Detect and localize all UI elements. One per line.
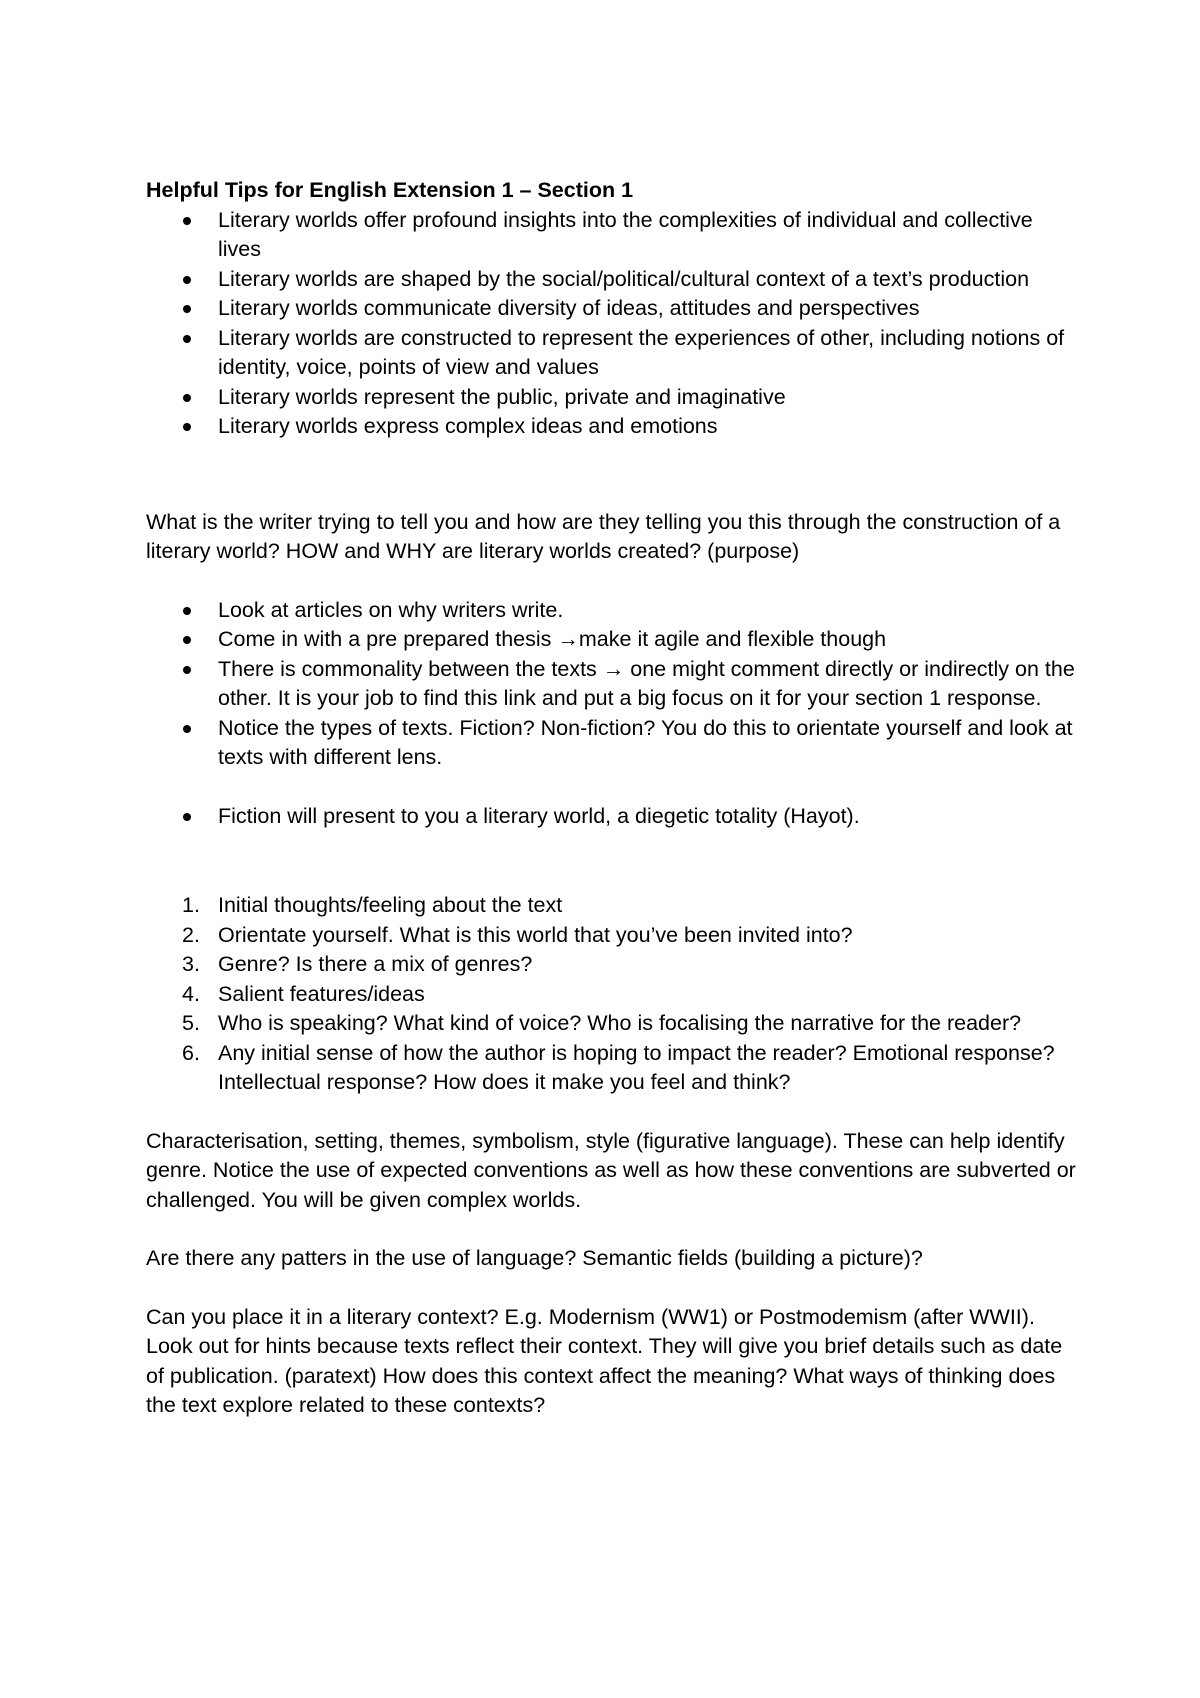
list-item: Come in with a pre prepared thesis →make it agile and flexible though — [218, 627, 887, 651]
list-item: Literary worlds communicate diversity of ideas, attitudes and perspectives — [218, 296, 920, 320]
list-item: Literary worlds are constructed to represent the experiences of other, including notions of identity, voice, points of view and values — [218, 325, 1065, 379]
list-item: 4. Salient features/ideas — [146, 980, 1076, 1010]
list-item: Fiction will present to you a literary world, a diegetic totality (Hayot). — [218, 803, 860, 828]
list-item: Look at articles on why writers write. — [218, 597, 564, 622]
literary-worlds-list — [146, 206, 1076, 442]
list-item: Literary worlds represent the public, private and imaginative — [218, 384, 786, 409]
list-item: Literary worlds are shaped by the social/political/cultural context of a text’s production — [218, 266, 1030, 291]
list-item: There is commonality between the texts → one might comment directly or indirectly on the other. It is your job to find this link and put a big focus on it for your section 1 response. — [218, 656, 1075, 710]
list-item: Notice the types of texts. Fiction? Non-fiction? You do this to orientate yourself and look at texts with different lens. — [218, 715, 1073, 769]
list-number: 1. — [182, 893, 200, 917]
analysis-steps-list — [146, 891, 1076, 1098]
list-number: 3. — [182, 952, 200, 976]
list-item: Literary worlds offer profound insights into the complexities of individual and collective lives — [218, 207, 1033, 261]
purpose-question-paragraph: What is the writer trying to tell you and how are they telling you this through the construction of a literary world? HOW and WHY are literary worlds created? (purpose) — [146, 509, 1061, 563]
language-patterns-paragraph: Are there any patters in the use of language? Semantic fields (building a picture)? — [146, 1246, 923, 1270]
list-item: 6. Any initial sense of how the author is hoping to impact the reader? Emotional response? Intellectual response? How does it make you feel and think? — [182, 1040, 1055, 1094]
list-item: 2. Orientate yourself. What is this world that you’ve been invited into? — [146, 921, 1076, 951]
approach-tips-list — [146, 596, 1076, 773]
list-item: 5. Who is speaking? What kind of voice? Who is focalising the narrative for the reader? — [146, 1009, 1076, 1039]
characterisation-paragraph: Characterisation, setting, themes, symbolism, style (figurative language). These can help identify genre. Notice the use of expected conventions as well as how these conventions are subverted or challenged. You will be given complex worlds. — [146, 1128, 1076, 1212]
list-number: 6. — [182, 1040, 200, 1065]
list-item: 3. Genre? Is there a mix of genres? — [146, 950, 1076, 980]
document-title: Helpful Tips for English Extension 1 – Section 1 — [146, 178, 634, 202]
list-number: 4. — [182, 981, 200, 1006]
list-number: 2. — [182, 922, 200, 947]
literary-context-paragraph: Can you place it in a literary context? E.g. Modernism (WW1) or Postmodemism (after WWII). Look out for hints because texts reflect their context. They will give you brief details such as date of publication. (paratext) How does this context affect the meaning? What ways of thinking does the text explore related to these contexts? — [146, 1304, 1063, 1417]
document-body — [146, 176, 1076, 1421]
fiction-tip-list — [146, 802, 1076, 832]
list-item: Literary worlds express complex ideas and emotions — [218, 414, 718, 438]
list-item: 1. Initial thoughts/feeling about the text — [146, 891, 1076, 921]
list-number: 5. — [182, 1011, 200, 1035]
